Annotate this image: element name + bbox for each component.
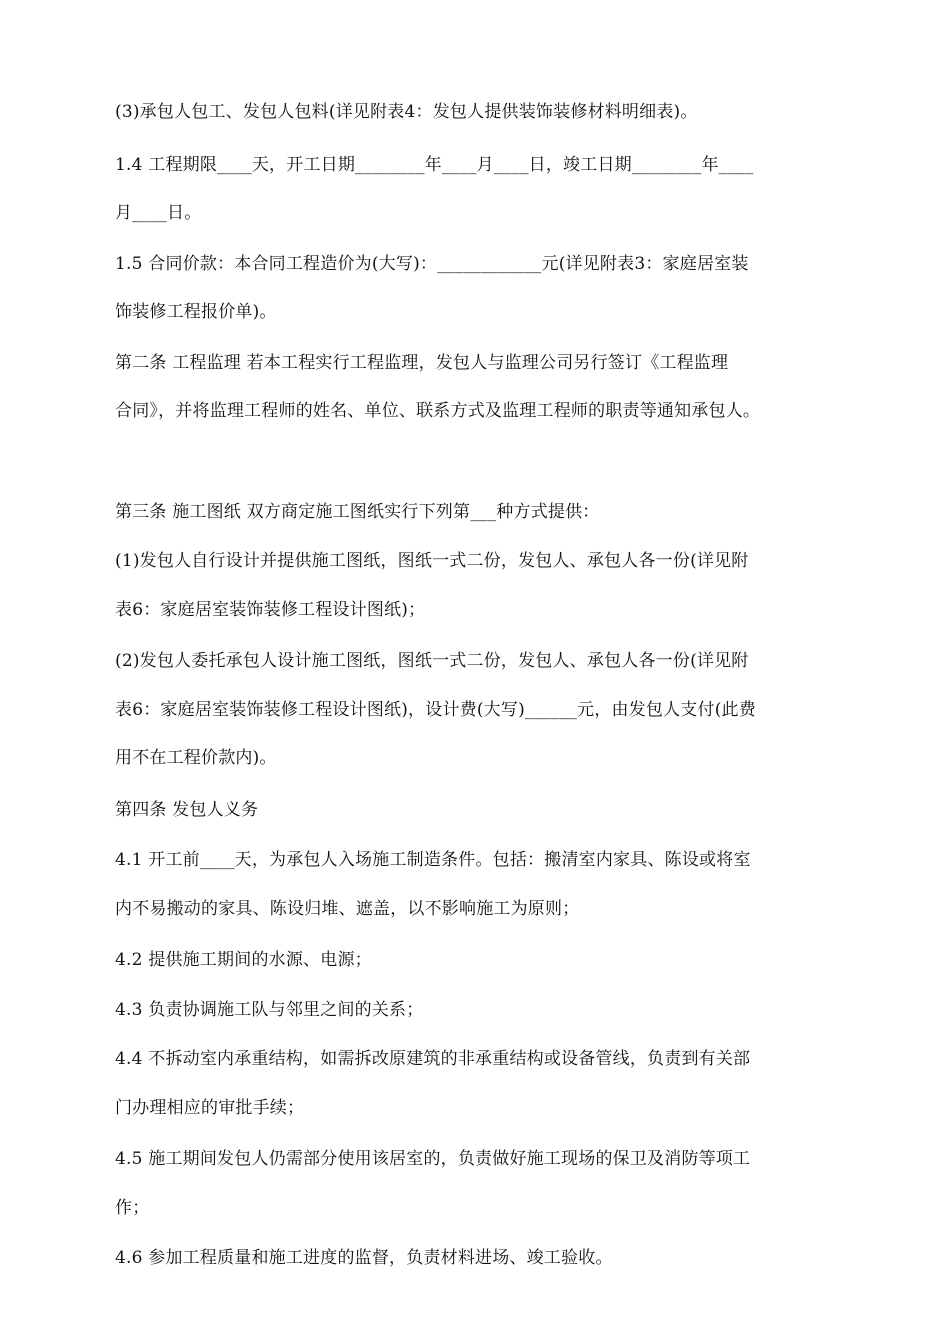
clause-4-1-line-1: 4.1 开工前____天，为承包人入场施工制造条件。包括：搬清室内家具、陈设或将室 — [115, 850, 751, 870]
clause-4-2: 4.2 提供施工期间的水源、电源； — [115, 950, 372, 970]
article-4-heading: 第四条 发包人义务 — [115, 800, 259, 820]
clause-4-5-line-2: 作； — [115, 1198, 150, 1218]
article-2-line-2: 合同》，并将监理工程师的姓名、单位、联系方式及监理工程师的职责等通知承包人。 — [115, 401, 761, 421]
clause-4-1-line-2: 内不易搬动的家具、陈设归堆、遮盖，以不影响施工为原则； — [115, 899, 580, 919]
clause-4-3: 4.3 负责协调施工队与邻里之间的关系； — [115, 1000, 424, 1020]
clause-1-3-line-1: (3)承包人包工、发包人包料(详见附表4：发包人提供装饰装修材料明细表)。 — [115, 102, 698, 122]
clause-1-5-line-1: 1.5 合同价款：本合同工程造价为(大写)：____________元(详见附表3：家庭居室装 — [115, 254, 749, 274]
clause-1-4-line-1: 1.4 工程期限____天，开工日期________年____月____日，竣工日期________年____ — [115, 155, 754, 175]
article-3-option-2-line-2: 表6：家庭居室装饰装修工程设计图纸)，设计费(大写)______元，由发包人支付(此费 — [115, 700, 756, 720]
article-3-option-1-line-1: (1)发包人自行设计并提供施工图纸，图纸一式二份，发包人、承包人各一份(详见附 — [115, 551, 749, 571]
clause-1-4-line-2: 月____日。 — [115, 203, 202, 223]
article-3-option-2-line-3: 用不在工程价款内)。 — [115, 748, 277, 768]
clause-4-5-line-1: 4.5 施工期间发包人仍需部分使用该居室的，负责做好施工现场的保卫及消防等项工 — [115, 1149, 751, 1169]
article-3-heading-line: 第三条 施工图纸 双方商定施工图纸实行下列第___种方式提供： — [115, 502, 600, 522]
clause-1-5-line-2: 饰装修工程报价单)。 — [115, 302, 277, 322]
clause-4-4-line-2: 门办理相应的审批手续； — [115, 1098, 305, 1118]
clause-4-6: 4.6 参加工程质量和施工进度的监督，负责材料进场、竣工验收。 — [115, 1248, 613, 1268]
article-3-option-1-line-2: 表6：家庭居室装饰装修工程设计图纸)； — [115, 600, 426, 620]
article-2-line-1: 第二条 工程监理 若本工程实行工程监理，发包人与监理公司另行签订《工程监理 — [115, 353, 729, 373]
clause-4-4-line-1: 4.4 不拆动室内承重结构，如需拆改原建筑的非承重结构或设备管线，负责到有关部 — [115, 1049, 751, 1069]
article-3-option-2-line-1: (2)发包人委托承包人设计施工图纸，图纸一式二份，发包人、承包人各一份(详见附 — [115, 651, 749, 671]
